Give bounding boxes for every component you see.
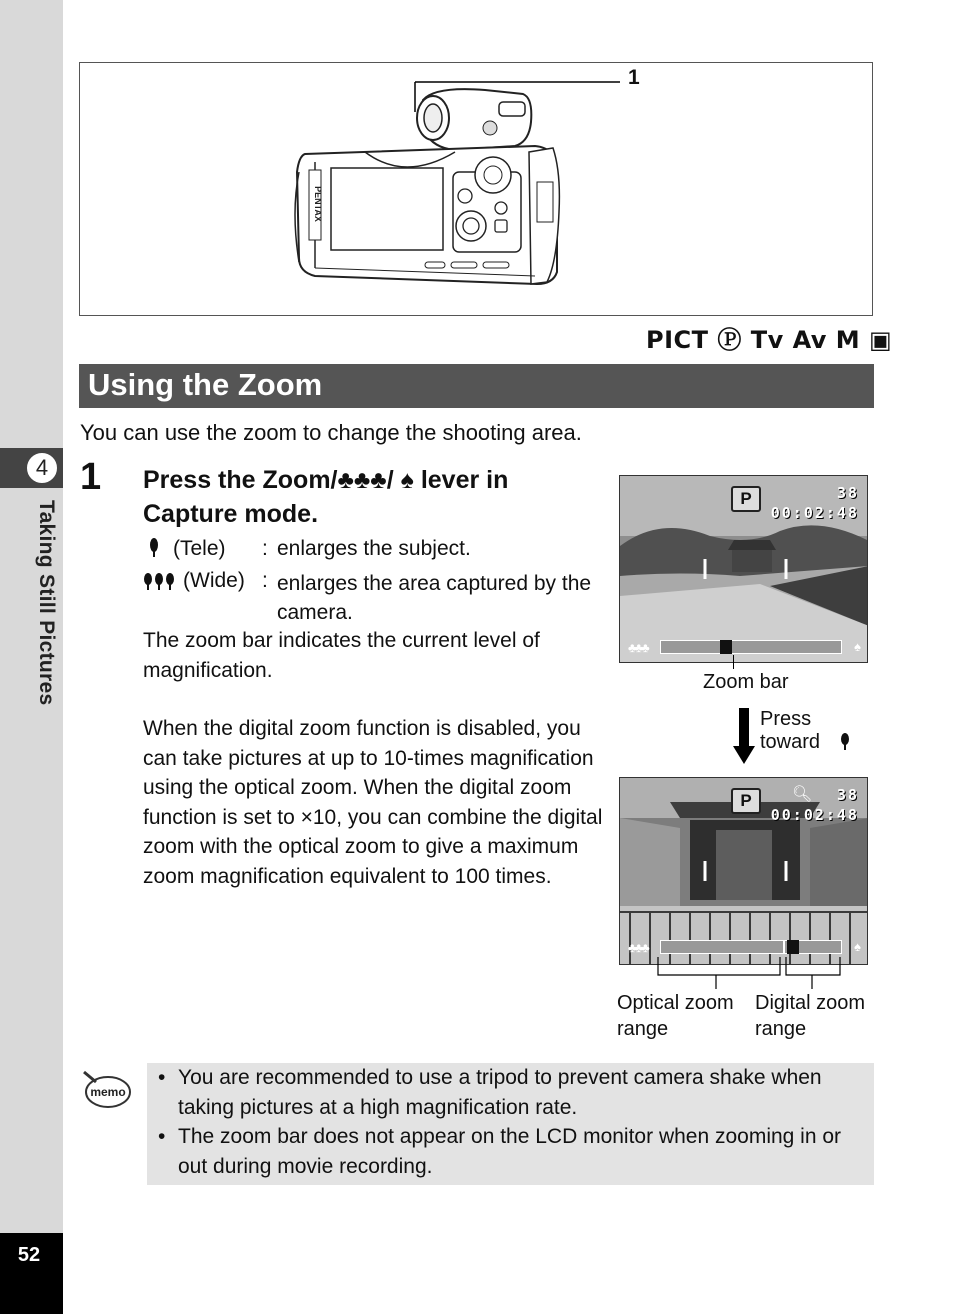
zoom-bar-indicator-bottom xyxy=(787,940,799,954)
digital-zoom-paragraph: When the digital zoom function is disabled, you can take pictures at up to 10-times magnification using the optical zoom. When the digital zoom function is set to ×10, you can combine the digital zoom with the optical zoom to give a maximum zoom magnification equivalent to 100 times. xyxy=(143,717,603,888)
press-caption-line2: toward xyxy=(760,731,821,753)
zoom-bar-paragraph: The zoom bar indicates the current level of magnification. xyxy=(143,629,540,682)
section-title: Using the Zoom xyxy=(88,367,323,402)
digital-range-caption-line1: Digital zoom xyxy=(755,992,866,1014)
down-arrow-icon xyxy=(733,708,755,764)
shooting-modes: PICT Ⓟ Tv Av M ▣ xyxy=(646,326,893,354)
tele-icon-caption xyxy=(839,733,851,751)
page-number: 52 xyxy=(17,1244,41,1266)
mode-badge-top: P xyxy=(731,486,761,512)
tele-description: enlarges the subject. xyxy=(277,537,471,560)
wide-separator: : xyxy=(262,569,268,592)
memo-item-2 xyxy=(158,1122,858,1181)
bullet: • xyxy=(158,1125,166,1148)
magnify-icon: 🔍︎ xyxy=(792,786,813,803)
lcd-screen-tele xyxy=(619,777,868,965)
recording-time-top: 00:02:48 xyxy=(770,504,859,522)
bullet: • xyxy=(158,1066,166,1089)
memo-text-2: The zoom bar does not appear on the LCD monitor when zooming in or out during movie recording. xyxy=(178,1125,842,1178)
optical-range-caption-line2: range xyxy=(617,1018,669,1040)
wide-icon-lcd-top: ♣♣♣ xyxy=(628,640,648,655)
memo-item-1 xyxy=(158,1063,858,1122)
tele-icon xyxy=(147,538,161,558)
zoom-bar-indicator-top xyxy=(720,640,732,654)
memo-icon-label: memo xyxy=(90,1085,126,1099)
memo-text-1: You are recommended to use a tripod to prevent camera shake when taking pictures at a high magnification rate. xyxy=(178,1066,822,1119)
tele-icon-lcd-bottom: ♠ xyxy=(854,939,861,954)
zoom-bar-leader-line xyxy=(733,655,734,669)
step-title: Press the Zoom/♣♣♣/ ♠ lever in Capture mode. xyxy=(143,466,509,528)
tele-separator: : xyxy=(262,537,268,560)
tele-label: (Tele) xyxy=(173,537,226,560)
camera-illustration xyxy=(285,72,630,292)
recording-time-bottom: 00:02:48 xyxy=(770,806,859,824)
wide-description: enlarges the area captured by the camera. xyxy=(277,572,592,624)
wide-label: (Wide) xyxy=(183,569,245,592)
callout-number: 1 xyxy=(628,66,640,89)
zoom-bar-divider xyxy=(783,941,785,953)
chapter-title: Taking Still Pictures xyxy=(35,500,58,706)
chapter-number: 4 xyxy=(25,451,59,485)
section-intro: You can use the zoom to change the shooting area. xyxy=(80,420,582,445)
shots-remaining-bottom: 38 xyxy=(836,786,859,804)
zoom-bar-bottom xyxy=(660,940,842,954)
tele-icon-lcd-top: ♠ xyxy=(854,639,861,654)
wide-icon xyxy=(143,572,177,592)
optical-range-caption-line1: Optical zoom xyxy=(617,992,734,1014)
zoom-bar-top xyxy=(660,640,842,654)
zoom-bar-caption: Zoom bar xyxy=(703,671,789,693)
wide-icon-lcd-bottom: ♣♣♣ xyxy=(628,940,648,955)
digital-range-caption-line2: range xyxy=(755,1018,807,1040)
mode-badge-bottom: P xyxy=(731,788,761,814)
zoom-range-brackets xyxy=(652,955,847,991)
brand-label: PENTAX xyxy=(313,186,323,222)
shots-remaining-top: 38 xyxy=(836,484,859,502)
step-number: 1 xyxy=(80,456,102,498)
lcd-screen-wide xyxy=(619,475,868,663)
press-caption-line1: Press xyxy=(760,708,812,730)
memo-icon xyxy=(80,1068,132,1112)
